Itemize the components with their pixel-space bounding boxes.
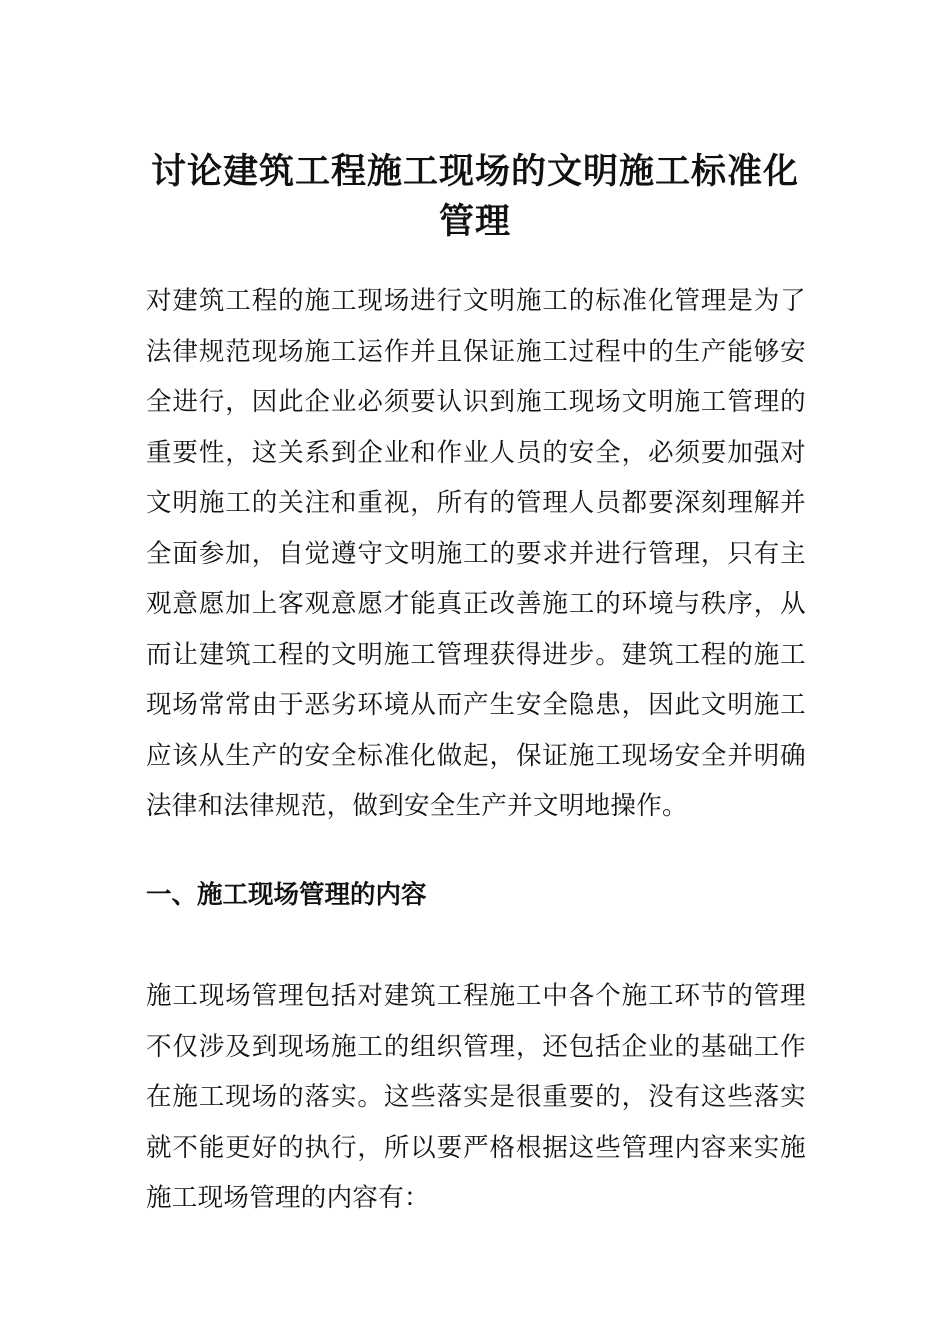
document-title-line-2: 管理 [438,201,511,243]
section-paragraph: 施工现场管理包括对建筑工程施工中各个施工环节的管理不仅涉及到现场施工的组织管理，还包括企业的基础工作在施工现场的落实。这些落实是很重要的，没有这些落实就不能更好的执行，所以要严格根据这些管理内容来实施施工现场管理的内容有： [146,981,806,1213]
intro-paragraph: 对建筑工程的施工现场进行文明施工的标准化管理是为了法律规范现场施工运作并且保证施工过程中的生产能够安全进行，因此企业必须要认识到施工现场文明施工管理的重要性，这关系到企业和作业人员的安全，必须要加强对文明施工的关注和重视，所有的管理人员都要深刻理解并全面参加，自觉遵守文明施工的要求并进行管理，只有主观意愿加上客观意愿才能真正改善施工的环境与秩序，从而让建筑工程的文明施工管理获得进步。建筑工程的施工现场常常由于恶劣环境从而产生安全隐患，因此文明施工应该从生产的安全标准化做起，保证施工现场安全并明确法律和法律规范，做到安全生产并文明地操作。 [146,286,806,821]
section-heading: 一、施工现场管理的内容 [146,880,427,910]
document-title-line-1: 讨论建筑工程施工现场的文明施工标准化 [150,151,799,193]
document-title [140,147,810,247]
